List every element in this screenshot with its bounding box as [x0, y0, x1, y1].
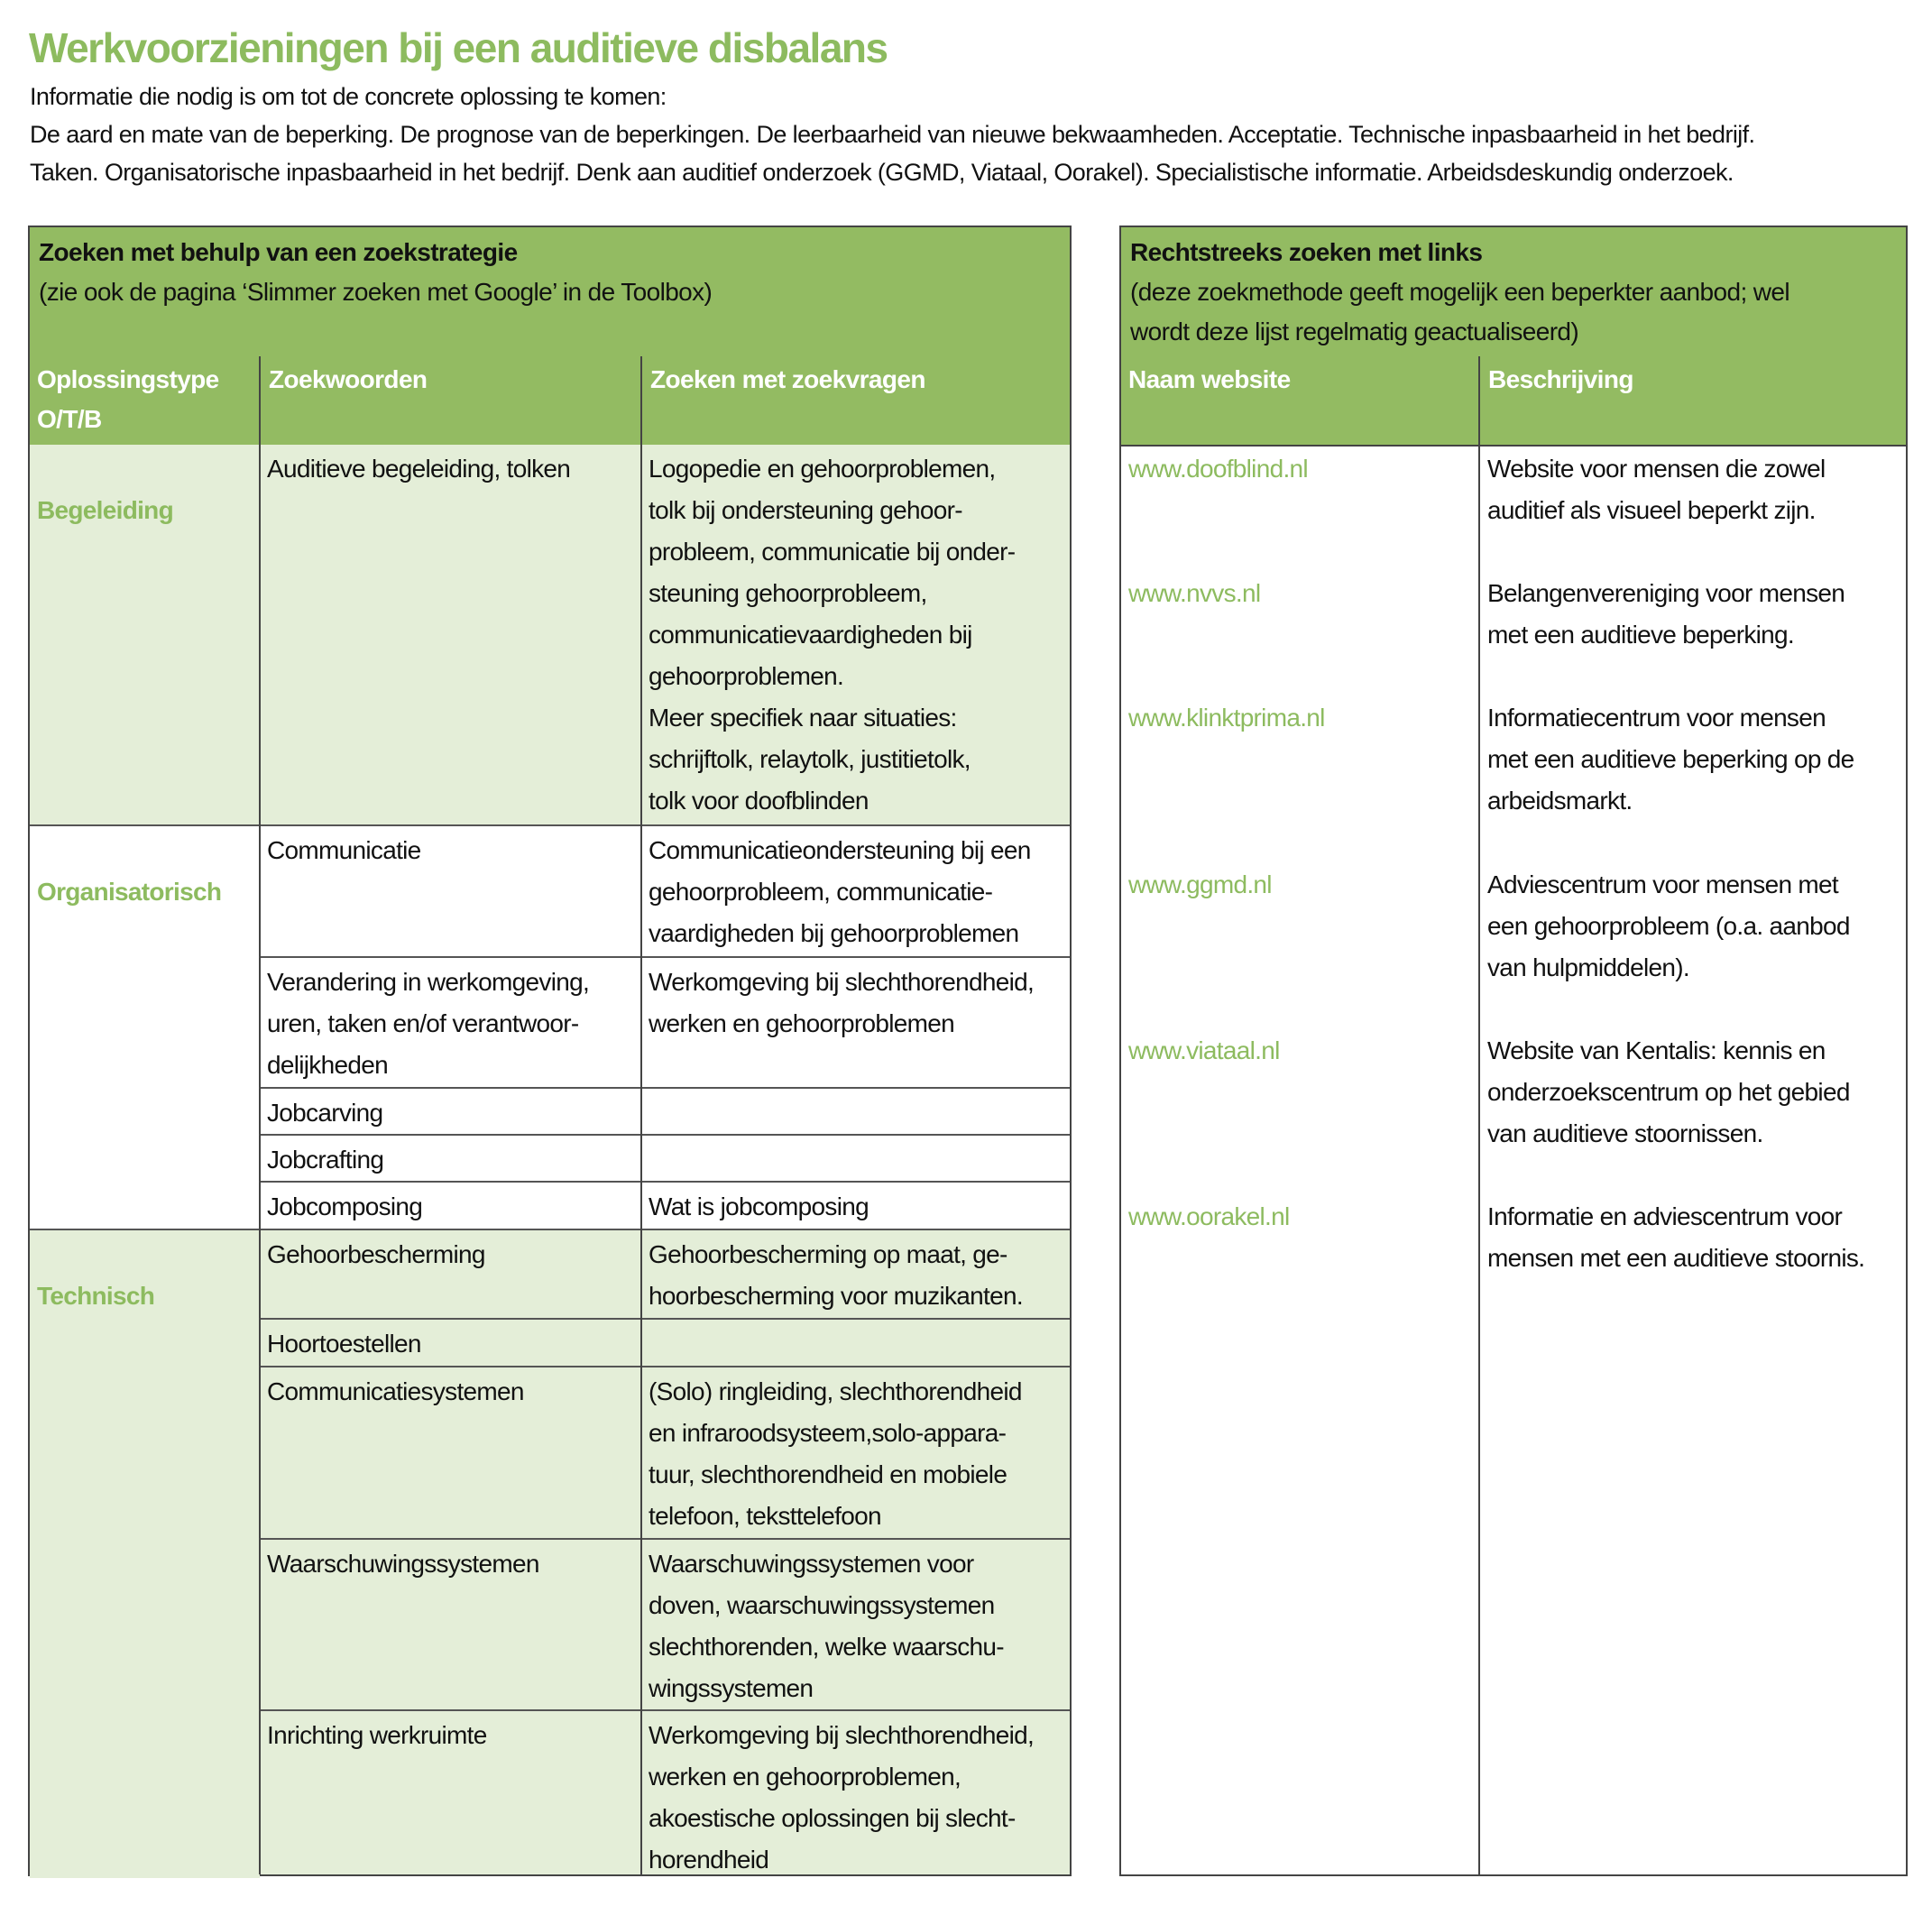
links-column-headers	[1121, 356, 1906, 447]
strategy-subheading: (zie ook de pagina ‘Slimmer zoeken met Google’ in de Toolbox)	[39, 278, 713, 306]
keywords-cell: Waarschuwingssystemen	[267, 1550, 539, 1578]
site-description: Website van Kentalis: kennis en onderzoekscentrum op het gebied van auditieve stoornissen.	[1487, 1036, 1850, 1147]
divider	[1478, 356, 1480, 445]
site-link[interactable]: www.ggmd.nl	[1128, 870, 1272, 898]
intro-line: Informatie die nodig is om tot de concrete oplossing te komen:	[30, 83, 667, 110]
intro-text	[30, 78, 1754, 191]
queries-cell	[641, 1136, 1070, 1139]
table-row	[260, 445, 1070, 824]
keywords-cell: Verandering in werkomgeving, uren, taken en/of verantwoor- delijkheden	[267, 968, 590, 1079]
links-table-header	[1121, 227, 1906, 358]
table-row	[260, 1709, 1070, 1874]
keywords-cell: Communicatie	[267, 836, 421, 864]
site-description: Informatiecentrum voor mensen met een auditieve beperking op de arbeidsmarkt.	[1487, 704, 1854, 815]
queries-cell: Werkomgeving bij slechthorendheid, werken en gehoorproblemen	[649, 968, 1035, 1037]
site-link[interactable]: www.viataal.nl	[1128, 1036, 1280, 1064]
queries-cell: Werkomgeving bij slechthorendheid, werken en gehoorproblemen, akoestische oplossingen bij slecht- horendheid	[649, 1721, 1035, 1874]
keywords-cell: Communicatiesystemen	[267, 1377, 524, 1405]
strategy-table-header	[30, 227, 1070, 358]
keywords-cell: Gehoorbescherming	[267, 1240, 485, 1268]
queries-cell	[641, 1089, 1070, 1092]
category-begeleiding	[30, 445, 260, 824]
column-header-queries: Zoeken met zoekvragen	[650, 365, 925, 393]
page-title: Werkvoorzieningen bij een auditieve disbalans	[29, 24, 888, 71]
category-technisch	[30, 1229, 260, 1878]
keywords-cell: Auditieve begeleiding, tolken	[267, 455, 571, 483]
column-header-description: Beschrijving	[1488, 365, 1633, 393]
table-row	[260, 1134, 1070, 1181]
intro-line: Taken. Organisatorische inpasbaarheid in het bedrijf. Denk aan auditief onderzoek (GGMD, Viataal, Oorakel). Specialistische informatie. Arbeidsdeskundig onderzoek.	[30, 159, 1734, 186]
site-link[interactable]: www.nvvs.nl	[1128, 579, 1261, 607]
site-link[interactable]: www.doofblind.nl	[1128, 455, 1308, 483]
table-row	[260, 1181, 1070, 1229]
category-label: Begeleiding	[37, 496, 173, 524]
site-description: Adviescentrum voor mensen met een gehoorprobleem (o.a. aanbod van hulpmiddelen).	[1487, 870, 1850, 981]
site-description: Website voor mensen die zowel auditief als visueel beperkt zijn.	[1487, 455, 1826, 524]
queries-cell: (Solo) ringleiding, slechthorendheid en infraroodsysteem,solo-appara- tuur, slechthorendheid en mobiele telefoon, teksttelefoon	[649, 1377, 1022, 1530]
links-heading: Rechtstreeks zoeken met links	[1130, 238, 1483, 266]
table-row	[260, 824, 1070, 956]
divider	[259, 356, 261, 445]
category-label: Technisch	[37, 1282, 155, 1310]
divider	[259, 445, 261, 1874]
table-row	[260, 1318, 1070, 1366]
divider	[1478, 445, 1480, 1874]
keywords-cell: Jobcomposing	[267, 1192, 423, 1220]
queries-cell	[641, 1320, 1070, 1323]
strategy-column-headers	[30, 356, 1070, 447]
queries-cell: Gehoorbescherming op maat, ge- hoorbescherming voor muzikanten.	[649, 1240, 1023, 1310]
queries-cell: Wat is jobcomposing	[649, 1192, 869, 1220]
divider	[640, 356, 642, 445]
column-header-solution-type: Oplossingstype O/T/B	[37, 365, 219, 433]
intro-line: De aard en mate van de beperking. De prognose van de beperkingen. De leerbaarheid van nieuwe bekwaamheden. Acceptatie. Technische inpasbaarheid in het bedrijf.	[30, 121, 1755, 148]
table-row	[260, 1538, 1070, 1709]
site-link[interactable]: www.oorakel.nl	[1128, 1202, 1290, 1230]
keywords-cell: Hoortoestellen	[267, 1330, 421, 1358]
table-row	[260, 1366, 1070, 1538]
table-row	[260, 956, 1070, 1087]
column-header-keywords: Zoekwoorden	[269, 365, 428, 393]
strategy-heading: Zoeken met behulp van een zoekstrategie	[39, 238, 518, 266]
keywords-cell: Inrichting werkruimte	[267, 1721, 487, 1749]
table-row	[260, 1087, 1070, 1134]
category-organisatorisch	[30, 824, 260, 1229]
category-label: Organisatorisch	[37, 878, 222, 906]
column-header-site: Naam website	[1128, 365, 1291, 393]
queries-cell: Logopedie en gehoorproblemen, tolk bij ondersteuning gehoor- probleem, communicatie bij onder- steuning gehoorprobleem, communicatievaardigheden bij gehoorproblemen. Meer specifiek naar situaties: schrijftolk, relaytolk, justitietolk, tolk voor doofblinden	[649, 455, 1016, 815]
keywords-cell: Jobcrafting	[267, 1146, 384, 1174]
keywords-cell: Jobcarving	[267, 1099, 383, 1127]
strategy-table	[28, 226, 1072, 1876]
site-description: Informatie en adviescentrum voor mensen met een auditieve stoornis.	[1487, 1202, 1865, 1272]
site-description: Belangenvereniging voor mensen met een auditieve beperking.	[1487, 579, 1845, 649]
table-row	[260, 1229, 1070, 1318]
queries-cell: Waarschuwingssystemen voor doven, waarschuwingssystemen slechthorenden, welke waarschu- wingssystemen	[649, 1550, 1004, 1702]
links-subheading: (deze zoekmethode geeft mogelijk een beperkter aanbod; wel wordt deze lijst regelmatig geactualiseerd)	[1130, 278, 1790, 345]
site-link[interactable]: www.klinktprima.nl	[1128, 704, 1325, 732]
links-table	[1119, 226, 1908, 1876]
queries-cell: Communicatieondersteuning bij een gehoorprobleem, communicatie- vaardigheden bij gehoorproblemen	[649, 836, 1031, 947]
divider	[640, 445, 642, 1874]
